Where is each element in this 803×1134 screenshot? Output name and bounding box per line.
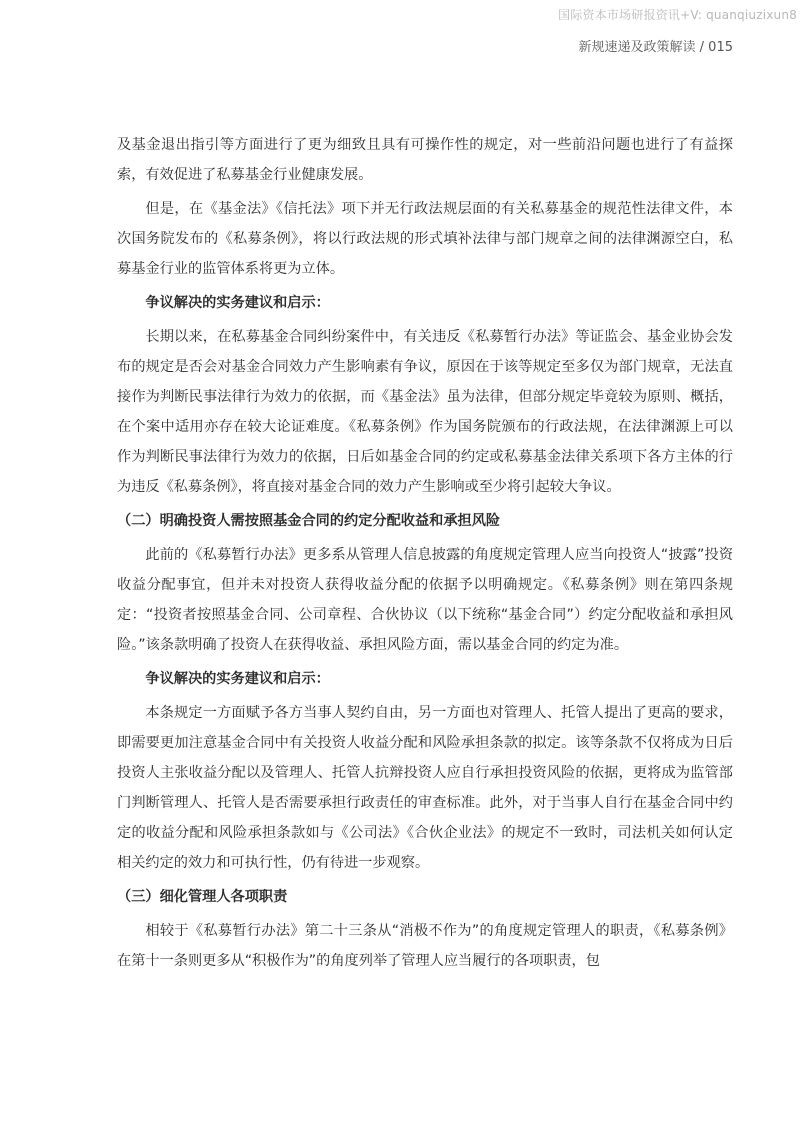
section-heading: （三）细化管理人各项职责: [117, 889, 288, 905]
paragraph: 及基金退出指引等方面进行了更为细致且具有可操作性的规定，对一些前沿问题也进行了有益探索，有效促进了私募基金行业健康发展。: [117, 137, 733, 183]
paragraph: 此前的《私募暂行办法》更多系从管理人信息披露的角度规定管理人应当向投资人“披露”投资收益分配事宜，但并未对投资人获得收益分配的依据予以明确规定。《私募条例》则在第四条规定：“投资者按照基金合同、公司章程、合伙协议（以下统称“基金合同”）约定分配收益和承担风险。”该条款明确了投资人在获得收益、承担风险方面，需以基金合同的约定为准。: [117, 547, 734, 653]
page-body: [117, 130, 733, 980]
watermark-text: 国际资本市场研报资讯+V: quanqiuzixun8: [558, 8, 797, 22]
running-header: 新规速递及政策解读 / 015: [578, 40, 733, 55]
paragraph: 但是，在《基金法》《信托法》项下并无行政法规层面的有关私募基金的规范性法律文件，本次国务院发布的《私募条例》，将以行政法规的形式填补法律与部门规章之间的法律渊源空白，私募基金行业的监管体系将更为立体。: [117, 201, 733, 277]
subheading: 争议解决的实务建议和启示：: [145, 295, 330, 311]
paragraph: 长期以来，在私募基金合同纠纷案件中，有关违反《私募暂行办法》等证监会、基金业协会发布的规定是否会对基金合同效力产生影响素有争议，原因在于该等规定至多仅为部门规章，无法直接作为判断民事法律行为效力的依据，而《基金法》虽为法律，但部分规定毕竟较为原则、概括，在个案中适用亦存在较大论证难度。《私募条例》作为国务院颁布的行政法规，在法律渊源上可以作为判断民事法律行为效力的依据，日后如基金合同的约定或私募基金法律关系项下各方主体的行为违反《私募条例》，将直接对基金合同的效力产生影响或至少将引起较大争议。: [117, 329, 733, 495]
paragraph: 本条规定一方面赋予各方当事人契约自由，另一方面也对管理人、托管人提出了更高的要求，即需要更加注意基金合同中有关投资人收益分配和风险承担条款的拟定。该等条款不仅将成为日后投资人主张收益分配以及管理人、托管人抗辩投资人应自行承担投资风险的依据，更将成为监管部门判断管理人、托管人是否需要承担行政责任的审查标准。此外，对于当事人自行在基金合同中约定的收益分配和风险承担条款如与《公司法》《合伙企业法》的规定不一致时，司法机关如何认定相关约定的效力和可执行性，仍有待进一步观察。: [117, 705, 733, 871]
subheading: 争议解决的实务建议和启示：: [145, 671, 330, 687]
section-heading: （二）明确投资人需按照基金合同的约定分配收益和承担风险: [117, 513, 501, 529]
paragraph: 相较于《私募暂行办法》第二十三条从“消极不作为”的角度规定管理人的职责，《私募条例》在第十一条则更多从“积极作为”的角度列举了管理人应当履行的各项职责，包: [117, 923, 733, 969]
